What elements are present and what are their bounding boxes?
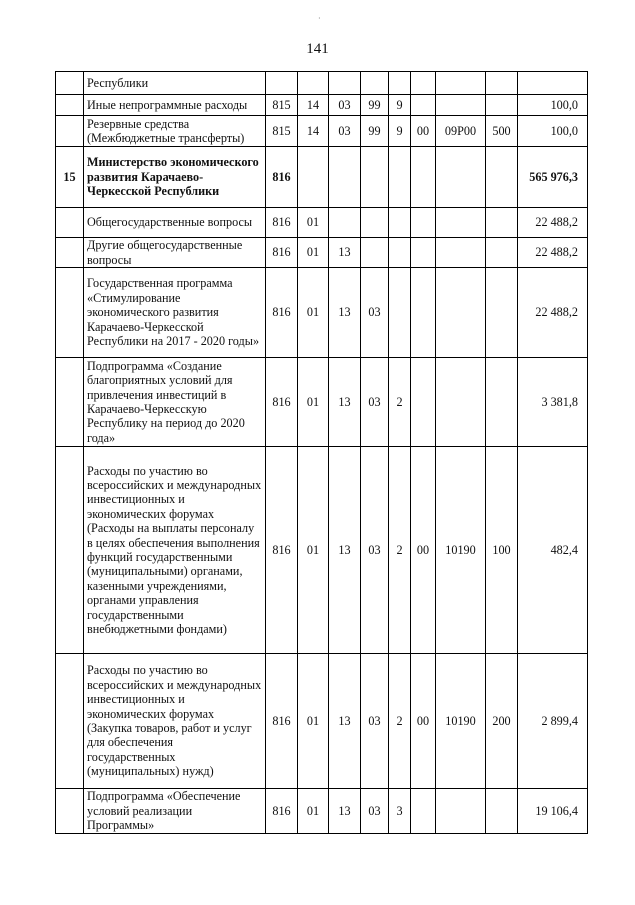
ministry-code-cell: 816 bbox=[266, 268, 298, 358]
direction-code-cell: 00 bbox=[411, 116, 436, 147]
ministry-code-cell: 816 bbox=[266, 208, 298, 238]
program-code-cell: 03 bbox=[361, 654, 389, 789]
amount-cell: 565 976,3 bbox=[518, 147, 588, 208]
item-name-cell: Расходы по участию во всероссийских и международных инвестиционных и экономических форумах (Закупка товаров, работ и услуг для обеспечения государственных (муниципальных) нужд) bbox=[84, 654, 266, 789]
row-number-cell bbox=[56, 654, 84, 789]
item-name-cell: Государственная программа «Стимулирование экономического развития Карачаево-Черкесской Республики на 2017 - 2020 годы» bbox=[84, 268, 266, 358]
expense-type-cell bbox=[486, 208, 518, 238]
ministry-code-cell: 816 bbox=[266, 147, 298, 208]
row-number-cell bbox=[56, 358, 84, 447]
table-row bbox=[56, 358, 588, 447]
amount-cell: 22 488,2 bbox=[518, 238, 588, 268]
expense-type-cell: 500 bbox=[486, 116, 518, 147]
amount-cell: 19 106,4 bbox=[518, 789, 588, 834]
program-code-cell bbox=[361, 208, 389, 238]
program-code-cell: 03 bbox=[361, 268, 389, 358]
ministry-code-cell: 815 bbox=[266, 95, 298, 116]
subprogram-code-cell bbox=[389, 208, 411, 238]
section-code-cell: 01 bbox=[298, 208, 329, 238]
budget-table bbox=[55, 71, 588, 834]
item-name-cell: Другие общегосударственные вопросы bbox=[84, 238, 266, 268]
subsection-code-cell: 13 bbox=[329, 654, 361, 789]
item-name-cell: Подпрограмма «Создание благоприятных условий для привлечения инвестиций в Карачаево-Черкесскую Республику на период до 2020 года» bbox=[84, 358, 266, 447]
program-code-cell: 03 bbox=[361, 358, 389, 447]
direction-code-cell bbox=[411, 147, 436, 208]
direction-code-cell bbox=[411, 72, 436, 95]
ministry-code-cell: 816 bbox=[266, 358, 298, 447]
program-code-cell: 03 bbox=[361, 789, 389, 834]
section-code-cell bbox=[298, 72, 329, 95]
direction-code-cell bbox=[411, 208, 436, 238]
table-row bbox=[56, 789, 588, 834]
target-article-cell: 09Р00 bbox=[436, 116, 486, 147]
amount-cell: 2 899,4 bbox=[518, 654, 588, 789]
section-code-cell: 01 bbox=[298, 789, 329, 834]
scan-speck: · bbox=[318, 14, 321, 23]
direction-code-cell: 00 bbox=[411, 654, 436, 789]
section-code-cell: 01 bbox=[298, 447, 329, 654]
section-code-cell: 01 bbox=[298, 268, 329, 358]
item-name-cell: Подпрограмма «Обеспечение условий реализации Программы» bbox=[84, 789, 266, 834]
section-code-cell: 01 bbox=[298, 238, 329, 268]
amount-cell: 3 381,8 bbox=[518, 358, 588, 447]
direction-code-cell bbox=[411, 789, 436, 834]
expense-type-cell bbox=[486, 95, 518, 116]
subprogram-code-cell: 9 bbox=[389, 95, 411, 116]
target-article-cell bbox=[436, 95, 486, 116]
target-article-cell bbox=[436, 208, 486, 238]
ministry-code-cell: 816 bbox=[266, 789, 298, 834]
section-code-cell: 14 bbox=[298, 116, 329, 147]
row-number-cell bbox=[56, 268, 84, 358]
subsection-code-cell: 13 bbox=[329, 268, 361, 358]
subprogram-code-cell: 9 bbox=[389, 116, 411, 147]
row-number-cell bbox=[56, 789, 84, 834]
section-code-cell: 01 bbox=[298, 654, 329, 789]
subprogram-code-cell: 3 bbox=[389, 789, 411, 834]
table-row bbox=[56, 147, 588, 208]
table-row bbox=[56, 238, 588, 268]
page-number: 141 bbox=[306, 41, 329, 57]
amount-cell: 22 488,2 bbox=[518, 208, 588, 238]
item-name-cell: Министерство экономического развития Карачаево-Черкесской Республики bbox=[84, 147, 266, 208]
ministry-code-cell: 815 bbox=[266, 116, 298, 147]
item-name-cell: Иные непрограммные расходы bbox=[84, 95, 266, 116]
table-row bbox=[56, 95, 588, 116]
direction-code-cell bbox=[411, 238, 436, 268]
table-row bbox=[56, 116, 588, 147]
ministry-code-cell: 816 bbox=[266, 238, 298, 268]
subprogram-code-cell bbox=[389, 147, 411, 208]
target-article-cell bbox=[436, 789, 486, 834]
amount-cell: 100,0 bbox=[518, 116, 588, 147]
row-number-cell bbox=[56, 95, 84, 116]
subprogram-code-cell: 2 bbox=[389, 654, 411, 789]
amount-cell bbox=[518, 72, 588, 95]
row-number-cell bbox=[56, 238, 84, 268]
program-code-cell: 03 bbox=[361, 447, 389, 654]
item-name-cell: Республики bbox=[84, 72, 266, 95]
subsection-code-cell: 13 bbox=[329, 238, 361, 268]
row-number-cell bbox=[56, 116, 84, 147]
item-name-cell: Общегосударственные вопросы bbox=[84, 208, 266, 238]
expense-type-cell bbox=[486, 147, 518, 208]
target-article-cell bbox=[436, 358, 486, 447]
expense-type-cell: 100 bbox=[486, 447, 518, 654]
expense-type-cell bbox=[486, 72, 518, 95]
subsection-code-cell: 03 bbox=[329, 116, 361, 147]
subprogram-code-cell: 2 bbox=[389, 447, 411, 654]
subprogram-code-cell bbox=[389, 238, 411, 268]
direction-code-cell bbox=[411, 268, 436, 358]
row-number-cell: 15 bbox=[56, 147, 84, 208]
subsection-code-cell bbox=[329, 147, 361, 208]
table-row bbox=[56, 268, 588, 358]
subsection-code-cell: 03 bbox=[329, 95, 361, 116]
table-row bbox=[56, 208, 588, 238]
target-article-cell bbox=[436, 238, 486, 268]
subprogram-code-cell: 2 bbox=[389, 358, 411, 447]
program-code-cell bbox=[361, 238, 389, 268]
item-name-cell: Резервные средства (Межбюджетные трансферты) bbox=[84, 116, 266, 147]
target-article-cell: 10190 bbox=[436, 447, 486, 654]
target-article-cell bbox=[436, 268, 486, 358]
ministry-code-cell bbox=[266, 72, 298, 95]
ministry-code-cell: 816 bbox=[266, 654, 298, 789]
row-number-cell bbox=[56, 208, 84, 238]
amount-cell: 482,4 bbox=[518, 447, 588, 654]
amount-cell: 22 488,2 bbox=[518, 268, 588, 358]
table-row bbox=[56, 447, 588, 654]
section-code-cell bbox=[298, 147, 329, 208]
subprogram-code-cell bbox=[389, 72, 411, 95]
direction-code-cell bbox=[411, 358, 436, 447]
table-row bbox=[56, 72, 588, 95]
expense-type-cell bbox=[486, 789, 518, 834]
expense-type-cell bbox=[486, 238, 518, 268]
row-number-cell bbox=[56, 447, 84, 654]
target-article-cell: 10190 bbox=[436, 654, 486, 789]
expense-type-cell: 200 bbox=[486, 654, 518, 789]
table-row bbox=[56, 654, 588, 789]
subsection-code-cell bbox=[329, 72, 361, 95]
subsection-code-cell bbox=[329, 208, 361, 238]
direction-code-cell: 00 bbox=[411, 447, 436, 654]
program-code-cell: 99 bbox=[361, 95, 389, 116]
ministry-code-cell: 816 bbox=[266, 447, 298, 654]
expense-type-cell bbox=[486, 268, 518, 358]
program-code-cell bbox=[361, 147, 389, 208]
target-article-cell bbox=[436, 72, 486, 95]
section-code-cell: 14 bbox=[298, 95, 329, 116]
expense-type-cell bbox=[486, 358, 518, 447]
subsection-code-cell: 13 bbox=[329, 789, 361, 834]
program-code-cell bbox=[361, 72, 389, 95]
section-code-cell: 01 bbox=[298, 358, 329, 447]
direction-code-cell bbox=[411, 95, 436, 116]
subprogram-code-cell bbox=[389, 268, 411, 358]
item-name-cell: Расходы по участию во всероссийских и международных инвестиционных и экономических форумах (Расходы на выплаты персоналу в целях обеспечения выполнения функций государственными (муниципальными) органами, казенными учреждениями, органами управления государственными внебюджетными фондами) bbox=[84, 447, 266, 654]
subsection-code-cell: 13 bbox=[329, 358, 361, 447]
target-article-cell bbox=[436, 147, 486, 208]
row-number-cell bbox=[56, 72, 84, 95]
subsection-code-cell: 13 bbox=[329, 447, 361, 654]
amount-cell: 100,0 bbox=[518, 95, 588, 116]
program-code-cell: 99 bbox=[361, 116, 389, 147]
